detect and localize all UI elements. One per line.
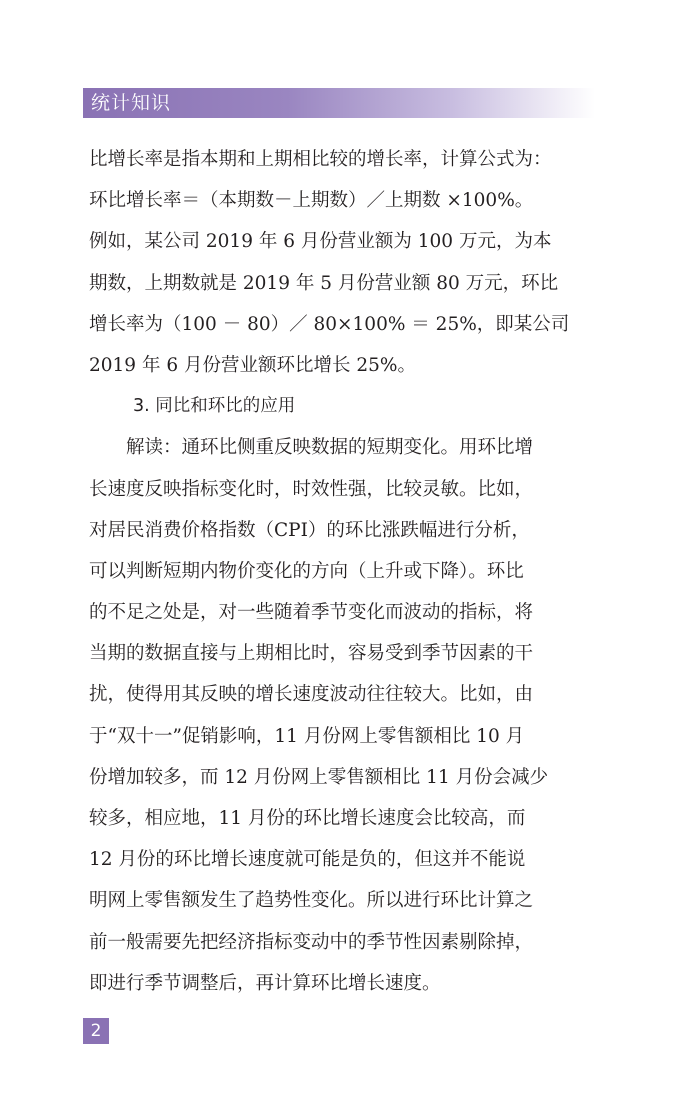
subsection-heading: 3. 同比和环比的应用 xyxy=(133,396,296,417)
paragraph-line: 即进行季节调整后，再计算环比增长速度。 xyxy=(89,972,441,994)
page-number: 2 xyxy=(83,1018,109,1044)
paragraph-line: 前一般需要先把经济指标变动中的季节性因素剔除掉， xyxy=(89,931,534,953)
section-title: 统计知识 xyxy=(91,92,172,114)
paragraph-line: 例如，某公司 2019 年 6 月份营业额为 100 万元，为本 xyxy=(89,231,552,253)
paragraph-line: 对居民消费价格指数（CPI）的环比涨跌幅进行分析， xyxy=(89,519,530,541)
paragraph-line: 较多，相应地，11 月份的环比增长速度会比较高，而 xyxy=(89,808,526,829)
paragraph-line: 长速度反映指标变化时，时效性强，比较灵敏。比如， xyxy=(89,478,534,500)
section-header-band xyxy=(83,88,595,118)
body-text xyxy=(89,139,591,1004)
paragraph-line: 比增长率是指本期和上期相比较的增长率，计算公式为： xyxy=(89,149,552,170)
paragraph-line: 期数，上期数就是 2019 年 5 月份营业额 80 万元，环比 xyxy=(89,272,559,294)
paragraph-line: 当期的数据直接与上期相比时，容易受到季节因素的干 xyxy=(89,643,534,665)
paragraph-line: 2019 年 6 月份营业额环比增长 25%。 xyxy=(89,354,416,376)
paragraph-line: 12 月份的环比增长速度就可能是负的，但这并不能说 xyxy=(89,849,526,871)
paragraph-line: 扰，使得用其反映的增长速度波动往往较大。比如，由 xyxy=(89,684,534,706)
paragraph-line: 于“双十一”促销影响，11 月份网上零售额相比 10 月 xyxy=(89,725,525,747)
formula-line: 环比增长率＝（本期数－上期数）／上期数 ×100%。 xyxy=(89,190,534,212)
paragraph-line: 份增加较多，而 12 月份网上零售额相比 11 月份会减少 xyxy=(89,766,549,788)
paragraph-line: 明网上零售额发生了趋势性变化。所以进行环比计算之 xyxy=(89,890,534,912)
paragraph-line: 解读：通环比侧重反映数据的短期变化。用环比增 xyxy=(126,437,534,459)
paragraph-line: 增长率为（100 － 80）／ 80×100% ＝ 25%，即某公司 xyxy=(89,313,570,335)
paragraph-line: 的不足之处是，对一些随着季节变化而波动的指标，将 xyxy=(89,602,534,624)
paragraph-line: 可以判断短期内物价变化的方向（上升或下降）。环比 xyxy=(89,560,524,582)
